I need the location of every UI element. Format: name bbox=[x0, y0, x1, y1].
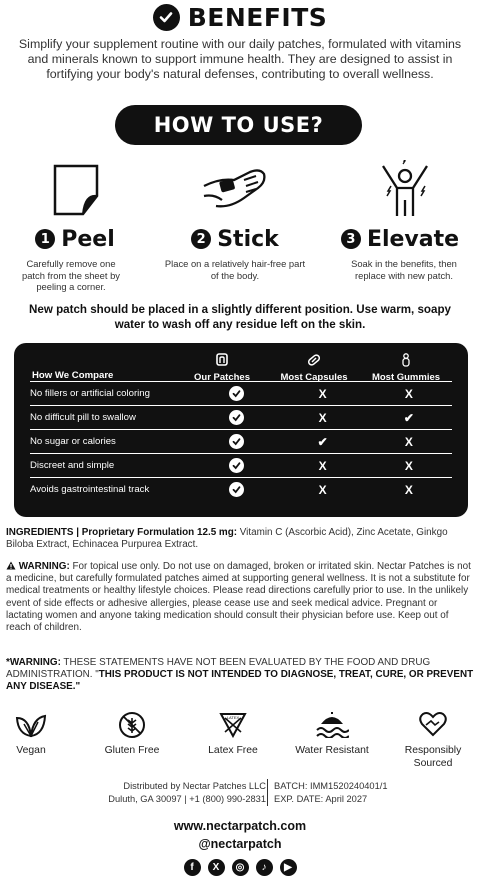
ingredients-text bbox=[6, 527, 474, 551]
ingredients-list: Vitamin C (Ascorbic Acid), Zinc Acetate, Ginkgo Biloba Extract, Echinacea Purpurea Extract. bbox=[6, 527, 448, 551]
badge-gluten-free bbox=[87, 708, 177, 758]
badge-latex-free bbox=[188, 708, 278, 758]
check-mark: ✔ bbox=[317, 434, 328, 449]
warning-text bbox=[6, 561, 474, 634]
badge-responsibly-sourced bbox=[388, 708, 478, 770]
badge-water-resistant bbox=[287, 708, 377, 758]
wheat-icon bbox=[87, 708, 177, 742]
table-row bbox=[30, 453, 452, 477]
x-icon[interactable]: X bbox=[208, 859, 225, 876]
patch-icon bbox=[176, 353, 268, 367]
page-title: BENEFITS bbox=[187, 2, 328, 32]
batch-info bbox=[274, 780, 444, 805]
stick-icon bbox=[180, 160, 290, 220]
step-name: Peel bbox=[61, 226, 115, 252]
elevate-icon bbox=[350, 160, 460, 220]
fda-warning-disclaimer: THIS PRODUCT IS NOT INTENDED TO DIAGNOSE, TREAT, CURE, OR PREVENT ANY DISEASE." bbox=[6, 669, 474, 693]
divider bbox=[267, 779, 268, 806]
column-label: Most Gummies bbox=[371, 372, 441, 383]
benefits-header bbox=[0, 2, 480, 32]
warning-label: WARNING: bbox=[18, 561, 70, 572]
x-mark: X bbox=[404, 482, 413, 497]
distributor-line-2: Duluth, GA 30097 | +1 (800) 990-2831 bbox=[108, 793, 266, 804]
distributor-line-1: Distributed by Nectar Patches LLC bbox=[123, 781, 266, 791]
latex-icon bbox=[188, 708, 278, 742]
badge-label: Latex Free bbox=[208, 745, 258, 756]
tiktok-icon[interactable]: ♪ bbox=[256, 859, 273, 876]
fda-warning-text bbox=[6, 657, 474, 694]
step-name: Elevate bbox=[366, 226, 460, 252]
warning-triangle-icon bbox=[6, 561, 16, 572]
fda-warning-body: THESE STATEMENTS HAVE NOT BEEN EVALUATED BY THE FOOD AND DRUG ADMINISTRATION. " bbox=[6, 657, 431, 681]
compare-header-label: How We Compare bbox=[32, 370, 114, 381]
website-link[interactable]: www.nectarpatch.com bbox=[173, 819, 307, 833]
column-most-capsules bbox=[268, 353, 360, 383]
x-mark: X bbox=[318, 482, 327, 497]
step-1-desc: Carefully remove one patch from the sheet by peeling a corner. bbox=[22, 258, 120, 292]
youtube-icon[interactable]: ▶ bbox=[280, 859, 297, 876]
step-number: 1 bbox=[35, 229, 55, 249]
instagram-icon[interactable]: ◎ bbox=[232, 859, 249, 876]
check-circle-icon bbox=[193, 386, 279, 401]
step-1-title bbox=[10, 226, 140, 252]
check-circle-icon bbox=[153, 4, 180, 31]
x-mark: X bbox=[404, 434, 413, 449]
comparison-table bbox=[14, 343, 468, 517]
column-most-gummies bbox=[360, 353, 452, 383]
column-label: Our Patches bbox=[194, 372, 250, 383]
capsule-icon bbox=[268, 353, 360, 367]
leaves-icon bbox=[0, 708, 76, 742]
badge-label: Water Resistant bbox=[295, 745, 369, 756]
step-3-title bbox=[320, 226, 480, 252]
fda-warning-label: *WARNING: bbox=[6, 657, 61, 668]
gummy-icon bbox=[360, 353, 452, 367]
check-circle-icon bbox=[193, 482, 279, 497]
x-mark: X bbox=[404, 386, 413, 401]
badge-label: Vegan bbox=[16, 745, 46, 756]
check-mark: ✔ bbox=[403, 410, 414, 425]
ingredients-label: INGREDIENTS | Proprietary Formulation 12.5 mg: bbox=[6, 527, 238, 538]
column-label: Most Capsules bbox=[280, 372, 348, 383]
step-2-title bbox=[160, 226, 310, 252]
step-3-desc: Soak in the benefits, then replace with new patch. bbox=[351, 258, 457, 281]
column-our-patches bbox=[176, 353, 268, 383]
batch-number: BATCH: IMM1520240401/1 bbox=[274, 781, 388, 791]
table-row bbox=[30, 381, 452, 405]
row-label: No sugar or calories bbox=[30, 436, 116, 447]
intro-text: Simplify your supplement routine with our daily patches, formulated with vitamins and minerals known to support immune health. They are designed to assist in fortifying your body's natural defenses, contributing to overall wellness. bbox=[18, 37, 462, 81]
table-row bbox=[30, 405, 452, 429]
expiry-date: EXP. DATE: April 2027 bbox=[274, 793, 368, 804]
peel-icon bbox=[20, 160, 130, 220]
table-row bbox=[30, 429, 452, 453]
warning-body: For topical use only. Do not use on damaged, broken or irritated skin. Nectar Patches is not a medicine, but carefully formulated patches aimed at supporting general wellness. It is not a substitute for medical treatments or healthy lifestyle choices. Please read directions carefully prior to use. In the unlikely event of side effects or adhesive allergies, please cease use and seek medical advice. Pregnant or lactating women and anyone taking medication should consult their physician before use. Keep out of reach of children. bbox=[6, 561, 471, 634]
x-mark: X bbox=[404, 458, 413, 473]
row-label: Discreet and simple bbox=[30, 460, 115, 471]
table-row bbox=[30, 477, 452, 501]
badge-label: Responsibly Sourced bbox=[404, 745, 462, 769]
row-label: No fillers or artificial coloring bbox=[30, 388, 150, 399]
step-number: 3 bbox=[341, 229, 361, 249]
badge-label: Gluten Free bbox=[104, 745, 160, 756]
check-circle-icon bbox=[193, 458, 279, 473]
x-mark: X bbox=[318, 458, 327, 473]
row-label: Avoids gastrointestinal track bbox=[30, 484, 150, 495]
placement-note: New patch should be placed in a slightly different position. Use warm, soapy water to wash off any residue left on the skin. bbox=[29, 303, 451, 331]
heart-hands-icon bbox=[388, 708, 478, 742]
step-name: Stick bbox=[217, 226, 279, 252]
check-circle-icon bbox=[193, 434, 279, 449]
badge-vegan bbox=[0, 708, 76, 758]
step-2-desc: Place on a relatively hair-free part of the body. bbox=[164, 258, 306, 281]
social-icons bbox=[0, 859, 480, 876]
svg-text:LATEX: LATEX bbox=[226, 715, 240, 720]
check-circle-icon bbox=[193, 410, 279, 425]
x-mark: X bbox=[318, 386, 327, 401]
facebook-icon[interactable]: f bbox=[184, 859, 201, 876]
water-icon bbox=[287, 708, 377, 742]
step-number: 2 bbox=[191, 229, 211, 249]
distributor-info bbox=[58, 780, 266, 805]
howto-banner: HOW TO USE? bbox=[115, 105, 362, 145]
row-label: No difficult pill to swallow bbox=[30, 412, 136, 423]
x-mark: X bbox=[318, 410, 327, 425]
social-handle[interactable]: @nectarpatch bbox=[198, 837, 282, 851]
